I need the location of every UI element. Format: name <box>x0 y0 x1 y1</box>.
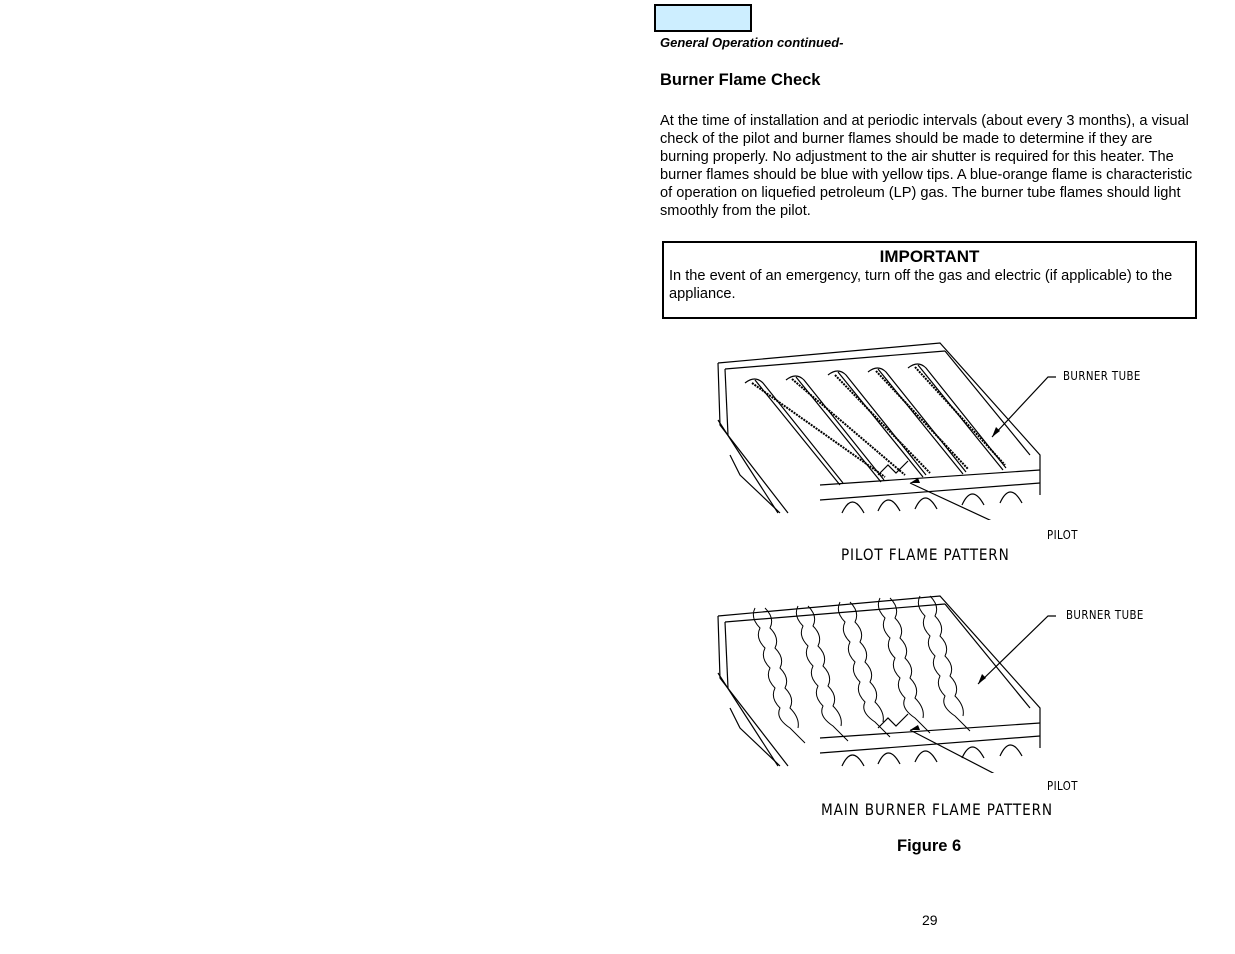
body-paragraph: At the time of installation and at periodic intervals (about every 3 months), a visual check of the pilot and burner flames should be made to determine if they are burning properly. No adjustment to the air shutter is required for this heater. The burner flames should be blue with yellow tips. A blue-orange flame is characteristic of operation on liquefied petroleum (LP) gas. The burner tube flames should light smoothly from the pilot. <box>660 113 1193 219</box>
main-pilot-label: PILOT <box>1047 779 1078 793</box>
main-burner-flame-illustration <box>700 588 1080 773</box>
pilot-pilot-label: PILOT <box>1047 528 1078 542</box>
figure-title: Figure 6 <box>897 837 962 855</box>
important-notice-box <box>662 241 1197 319</box>
section-label: General Operation continued- <box>660 35 844 50</box>
pilot-flame-illustration <box>700 335 1080 520</box>
main-burner-flame-caption: MAIN BURNER FLAME PATTERN <box>821 800 1053 819</box>
main-burner-tube-label: BURNER TUBE <box>1066 608 1144 622</box>
pilot-burner-tube-label: BURNER TUBE <box>1063 369 1141 383</box>
page-number: 29 <box>922 912 938 928</box>
important-title: IMPORTANT <box>879 247 980 266</box>
important-text: In the event of an emergency, turn off the gas and electric (if applicable) to the appliance. <box>669 268 1173 302</box>
section-tab-marker <box>654 4 752 32</box>
pilot-flame-caption: PILOT FLAME PATTERN <box>841 545 1010 564</box>
page-heading: Burner Flame Check <box>660 71 821 89</box>
